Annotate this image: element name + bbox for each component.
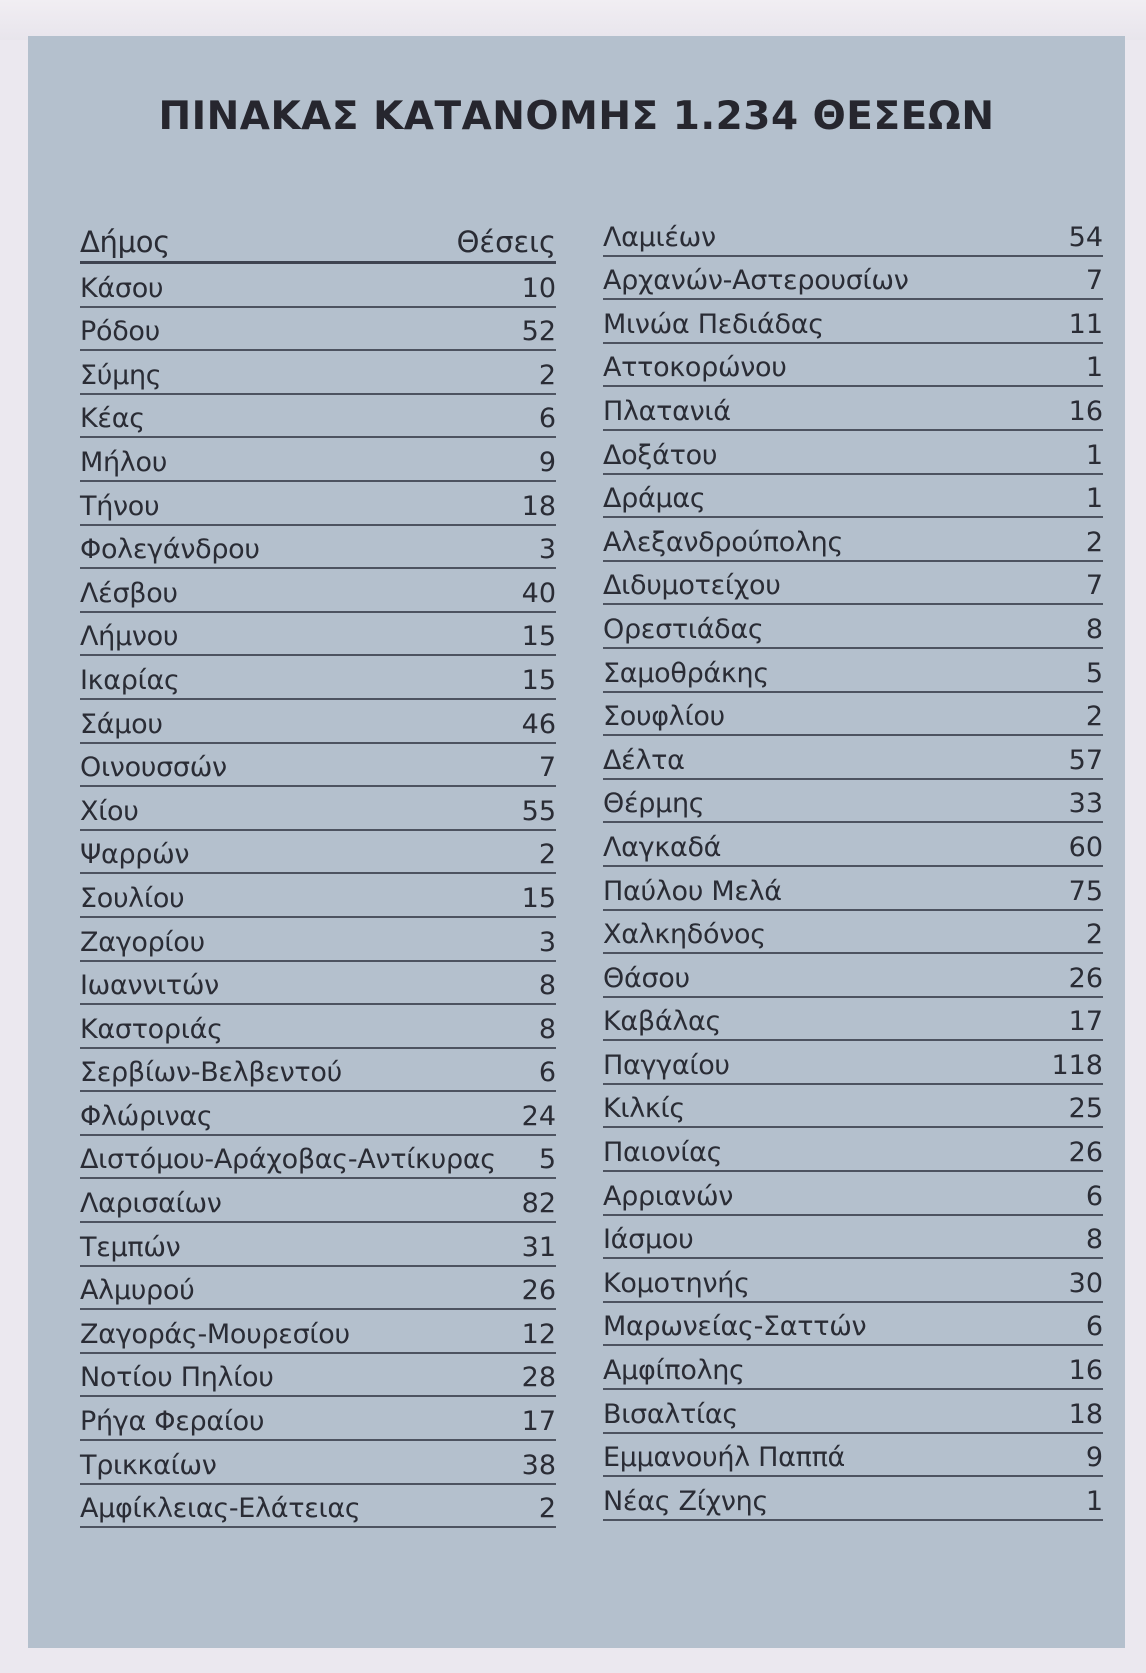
municipality-name: Λαμιέων xyxy=(603,221,716,253)
right-column xyxy=(603,213,1103,1521)
municipality-name: Κομοτηνής xyxy=(603,1267,750,1299)
municipality-name: Ζαγορίου xyxy=(80,926,205,958)
positions-count: 17 xyxy=(1068,1006,1103,1038)
municipality-name: Σύμης xyxy=(80,359,162,391)
municipality-name: Καστοριάς xyxy=(80,1013,223,1045)
positions-count: 9 xyxy=(1085,1442,1103,1474)
municipality-name: Λαγκαδά xyxy=(603,831,722,863)
positions-count: 1 xyxy=(1085,483,1103,515)
positions-count: 8 xyxy=(1085,613,1103,645)
positions-count: 17 xyxy=(521,1406,556,1438)
municipality-name: Χαλκηδόνος xyxy=(603,919,766,951)
table-row xyxy=(80,395,556,439)
positions-count: 31 xyxy=(521,1231,556,1263)
positions-count: 3 xyxy=(538,534,556,566)
positions-count: 9 xyxy=(538,446,556,478)
municipality-name: Ζαγοράς-Μουρεσίου xyxy=(80,1318,350,1350)
table-row xyxy=(80,1441,556,1485)
positions-count: 7 xyxy=(538,752,556,784)
positions-count: 118 xyxy=(1051,1049,1103,1081)
positions-count: 24 xyxy=(521,1100,556,1132)
table-row xyxy=(80,526,556,570)
table-row xyxy=(80,569,556,613)
municipality-name: Θέρμης xyxy=(603,788,705,820)
municipality-name: Τήνου xyxy=(80,490,160,522)
municipality-name: Νέας Ζίχνης xyxy=(603,1485,768,1517)
positions-count: 38 xyxy=(521,1449,556,1481)
table-row xyxy=(80,831,556,875)
positions-count: 18 xyxy=(521,490,556,522)
table-row xyxy=(603,475,1103,519)
positions-count: 33 xyxy=(1068,788,1103,820)
positions-count: 15 xyxy=(521,621,556,653)
municipality-name: Παύλου Μελά xyxy=(603,875,782,907)
positions-count: 6 xyxy=(538,1057,556,1089)
positions-count: 6 xyxy=(538,403,556,435)
table-row xyxy=(603,1434,1103,1478)
municipality-name: Ψαρρών xyxy=(80,839,190,871)
table-row xyxy=(80,1005,556,1049)
municipality-name: Αμφίκλειας-Ελάτειας xyxy=(80,1493,361,1525)
table-row xyxy=(603,213,1103,257)
table-row xyxy=(603,1172,1103,1216)
municipality-name: Ορεστιάδας xyxy=(603,613,764,645)
municipality-name: Δοξάτου xyxy=(603,439,718,471)
positions-count: 28 xyxy=(521,1362,556,1394)
table-row xyxy=(603,1128,1103,1172)
positions-count: 1 xyxy=(1085,439,1103,471)
table-row xyxy=(603,518,1103,562)
table-row xyxy=(80,874,556,918)
positions-count: 15 xyxy=(521,882,556,914)
municipality-name: Αλεξανδρούπολης xyxy=(603,526,843,558)
municipality-name: Λέσβου xyxy=(80,577,178,609)
positions-count: 6 xyxy=(1085,1180,1103,1212)
table-row xyxy=(603,954,1103,998)
positions-count: 2 xyxy=(1085,919,1103,951)
positions-count: 11 xyxy=(1068,308,1103,340)
municipality-name: Οινουσσών xyxy=(80,752,227,784)
municipality-name: Τεμπών xyxy=(80,1231,181,1263)
positions-count: 26 xyxy=(1068,1137,1103,1169)
positions-count: 8 xyxy=(538,1013,556,1045)
table-row xyxy=(603,1259,1103,1303)
table-row xyxy=(80,1267,556,1311)
table-row xyxy=(80,1092,556,1136)
table-row xyxy=(80,438,556,482)
table-row xyxy=(603,1390,1103,1434)
municipality-name: Φολεγάνδρου xyxy=(80,534,260,566)
table-row xyxy=(603,431,1103,475)
municipality-name: Διδυμοτείχου xyxy=(603,570,781,602)
table-row xyxy=(603,1303,1103,1347)
positions-count: 57 xyxy=(1068,744,1103,776)
positions-count: 55 xyxy=(521,795,556,827)
table-row xyxy=(603,1477,1103,1521)
positions-count: 25 xyxy=(1068,1093,1103,1125)
table-row xyxy=(603,1216,1103,1260)
table-row xyxy=(603,736,1103,780)
municipality-name: Κέας xyxy=(80,403,145,435)
positions-count: 7 xyxy=(1085,265,1103,297)
positions-count: 7 xyxy=(1085,570,1103,602)
municipality-name: Αττοκορώνου xyxy=(603,352,787,384)
municipality-name: Σουλίου xyxy=(80,882,185,914)
municipality-name: Σερβίων-Βελβεντού xyxy=(80,1057,342,1089)
positions-count: 3 xyxy=(538,926,556,958)
municipality-name: Διστόμου-Αράχοβας-Αντίκυρας xyxy=(80,1144,496,1176)
table-row xyxy=(80,1485,556,1529)
table-row xyxy=(80,1049,556,1093)
table-row xyxy=(80,918,556,962)
municipality-name: Νοτίου Πηλίου xyxy=(80,1362,274,1394)
table-row xyxy=(603,998,1103,1042)
table-row xyxy=(603,911,1103,955)
positions-count: 1 xyxy=(1085,352,1103,384)
allocation-table-box xyxy=(28,36,1125,1648)
positions-count: 60 xyxy=(1068,831,1103,863)
municipality-name: Πλατανιά xyxy=(603,395,731,427)
positions-count: 2 xyxy=(538,839,556,871)
municipality-name: Λήμνου xyxy=(80,621,179,653)
table-row xyxy=(80,1310,556,1354)
municipality-name: Ρόδου xyxy=(80,316,160,348)
municipality-name: Ικαρίας xyxy=(80,664,180,696)
table-row xyxy=(80,482,556,526)
positions-count: 8 xyxy=(1085,1224,1103,1256)
municipality-name: Σαμοθράκης xyxy=(603,657,769,689)
table-row xyxy=(603,344,1103,388)
municipality-name: Αμφίπολης xyxy=(603,1355,745,1387)
table-row xyxy=(80,656,556,700)
municipality-name: Καβάλας xyxy=(603,1006,722,1038)
positions-count: 26 xyxy=(521,1275,556,1307)
municipality-name: Αλμυρού xyxy=(80,1275,195,1307)
municipality-name: Ιωαννιτών xyxy=(80,970,219,1002)
table-title: ΠΙΝΑΚΑΣ ΚΑΤΑΝΟΜΗΣ 1.234 ΘΕΣΕΩΝ xyxy=(158,94,995,139)
positions-count: 2 xyxy=(538,1493,556,1525)
table-row xyxy=(80,264,556,308)
municipality-name: Μινώα Πεδιάδας xyxy=(603,308,824,340)
table-row xyxy=(603,1346,1103,1390)
positions-count: 54 xyxy=(1068,221,1103,253)
municipality-name: Δράμας xyxy=(603,483,706,515)
header-positions: Θέσεις xyxy=(456,225,556,259)
table-row xyxy=(80,1354,556,1398)
positions-count: 82 xyxy=(521,1188,556,1220)
table-row xyxy=(603,867,1103,911)
positions-count: 46 xyxy=(521,708,556,740)
municipality-name: Τρικκαίων xyxy=(80,1449,217,1481)
positions-count: 15 xyxy=(521,664,556,696)
table-row xyxy=(603,387,1103,431)
positions-count: 2 xyxy=(1085,701,1103,733)
positions-count: 1 xyxy=(1085,1485,1103,1517)
positions-count: 52 xyxy=(521,316,556,348)
table-row xyxy=(603,823,1103,867)
municipality-name: Παιονίας xyxy=(603,1137,723,1169)
paper-margin xyxy=(0,0,1146,40)
table-row xyxy=(603,1041,1103,1085)
positions-count: 16 xyxy=(1068,395,1103,427)
municipality-name: Βισαλτίας xyxy=(603,1398,738,1430)
municipality-name: Ιάσμου xyxy=(603,1224,694,1256)
positions-count: 18 xyxy=(1068,1398,1103,1430)
positions-count: 12 xyxy=(521,1318,556,1350)
municipality-name: Μήλου xyxy=(80,446,168,478)
table-row xyxy=(603,605,1103,649)
table-row xyxy=(80,962,556,1006)
table-row xyxy=(603,300,1103,344)
table-header xyxy=(80,213,556,264)
positions-count: 5 xyxy=(538,1144,556,1176)
table-row xyxy=(80,700,556,744)
table-row xyxy=(80,308,556,352)
positions-count: 16 xyxy=(1068,1355,1103,1387)
municipality-name: Αρριανών xyxy=(603,1180,734,1212)
municipality-name: Χίου xyxy=(80,795,139,827)
table-row xyxy=(603,780,1103,824)
header-municipality: Δήμος xyxy=(80,225,170,259)
left-column xyxy=(80,213,556,1528)
municipality-name: Θάσου xyxy=(603,962,690,994)
municipality-name: Σουφλίου xyxy=(603,701,725,733)
positions-count: 30 xyxy=(1068,1267,1103,1299)
table-row xyxy=(603,1085,1103,1129)
table-row xyxy=(603,257,1103,301)
municipality-name: Παγγαίου xyxy=(603,1049,730,1081)
municipality-name: Ρήγα Φεραίου xyxy=(80,1406,265,1438)
municipality-name: Κιλκίς xyxy=(603,1093,685,1125)
positions-count: 40 xyxy=(521,577,556,609)
municipality-name: Δέλτα xyxy=(603,744,685,776)
municipality-name: Φλώρινας xyxy=(80,1100,213,1132)
municipality-name: Λαρισαίων xyxy=(80,1188,222,1220)
positions-count: 10 xyxy=(521,272,556,304)
table-row xyxy=(80,1179,556,1223)
table-row xyxy=(80,1136,556,1180)
table-row xyxy=(80,1223,556,1267)
table-row xyxy=(603,562,1103,606)
municipality-name: Μαρωνείας-Σαττών xyxy=(603,1311,867,1343)
positions-count: 75 xyxy=(1068,875,1103,907)
table-row xyxy=(80,613,556,657)
table-row xyxy=(603,693,1103,737)
positions-count: 2 xyxy=(1085,526,1103,558)
positions-count: 8 xyxy=(538,970,556,1002)
positions-count: 2 xyxy=(538,359,556,391)
positions-count: 26 xyxy=(1068,962,1103,994)
table-row xyxy=(603,649,1103,693)
municipality-name: Κάσου xyxy=(80,272,164,304)
table-row xyxy=(80,351,556,395)
table-row xyxy=(80,1397,556,1441)
municipality-name: Σάμου xyxy=(80,708,163,740)
municipality-name: Αρχανών-Αστερουσίων xyxy=(603,265,909,297)
table-row xyxy=(80,744,556,788)
positions-count: 6 xyxy=(1085,1311,1103,1343)
table-row xyxy=(80,787,556,831)
municipality-name: Εμμανουήλ Παππά xyxy=(603,1442,846,1474)
positions-count: 5 xyxy=(1085,657,1103,689)
